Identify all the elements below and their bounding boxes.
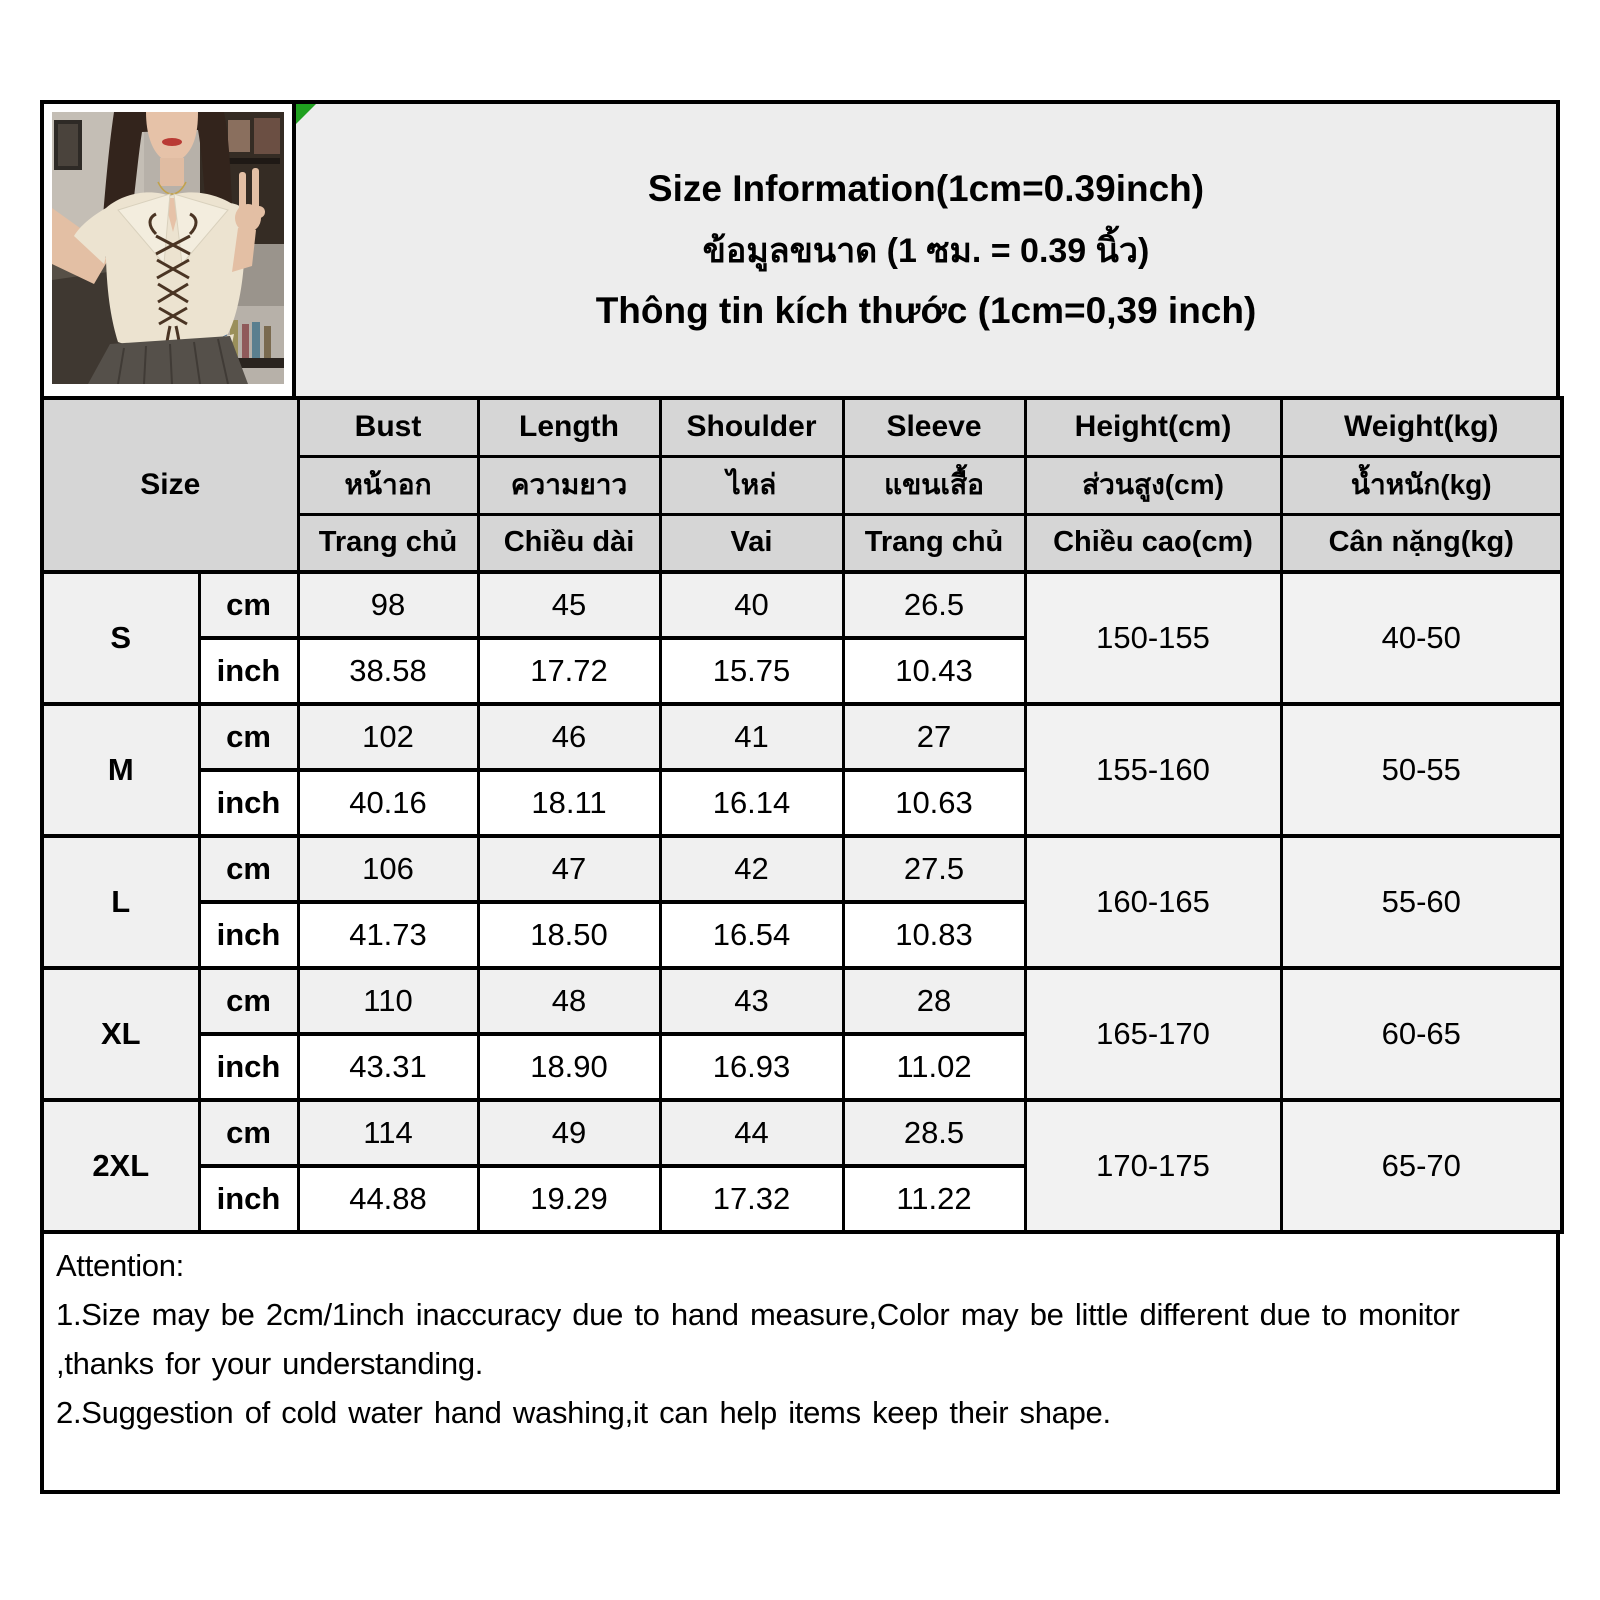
cell-height-range: 150-155 <box>1025 572 1281 704</box>
unit-label-cm: cm <box>199 836 298 902</box>
unit-label-inch: inch <box>199 1034 298 1100</box>
cell-weight-range: 60-65 <box>1281 968 1562 1100</box>
col-height-vi: Chiều cao(cm) <box>1025 514 1281 572</box>
col-height-th: ส่วนสูง(cm) <box>1025 456 1281 514</box>
table-row-cm <box>42 572 1562 638</box>
cell-cm-value: 45 <box>478 572 660 638</box>
size-label: L <box>42 836 199 968</box>
cell-cm-value: 46 <box>478 704 660 770</box>
cell-height-range: 155-160 <box>1025 704 1281 836</box>
cell-inch-value: 40.16 <box>298 770 478 836</box>
cell-inch-value: 11.02 <box>843 1034 1025 1100</box>
col-height-en: Height(cm) <box>1025 398 1281 456</box>
attention-line-2: ,thanks for your understanding. <box>56 1345 484 1381</box>
cell-weight-range: 55-60 <box>1281 836 1562 968</box>
unit-label-cm: cm <box>199 1100 298 1166</box>
cell-cm-value: 28.5 <box>843 1100 1025 1166</box>
cell-weight-range: 65-70 <box>1281 1100 1562 1232</box>
col-shoulder-th: ไหล่ <box>660 456 843 514</box>
unit-label-inch: inch <box>199 1166 298 1232</box>
cell-inch-value: 16.93 <box>660 1034 843 1100</box>
cell-inch-value: 10.83 <box>843 902 1025 968</box>
attention-line-1: 1.Size may be 2cm/1inch inaccuracy due to hand measure,Color may be little different due to monitor <box>56 1296 1460 1332</box>
col-length-en: Length <box>478 398 660 456</box>
cell-cm-value: 47 <box>478 836 660 902</box>
size-table-header <box>42 398 1562 572</box>
cell-cm-value: 27 <box>843 704 1025 770</box>
cell-inch-value: 43.31 <box>298 1034 478 1100</box>
cell-weight-range: 50-55 <box>1281 704 1562 836</box>
cell-height-range: 170-175 <box>1025 1100 1281 1232</box>
cell-inch-value: 19.29 <box>478 1166 660 1232</box>
table-row-cm <box>42 836 1562 902</box>
col-weight-en: Weight(kg) <box>1281 398 1562 456</box>
cell-inch-value: 15.75 <box>660 638 843 704</box>
cell-cm-value: 28 <box>843 968 1025 1034</box>
cell-inch-value: 17.72 <box>478 638 660 704</box>
cell-inch-value: 18.11 <box>478 770 660 836</box>
cell-inch-value: 18.50 <box>478 902 660 968</box>
col-weight-th: น้ำหนัก(kg) <box>1281 456 1562 514</box>
cell-inch-value: 41.73 <box>298 902 478 968</box>
cell-height-range: 165-170 <box>1025 968 1281 1100</box>
table-row-cm <box>42 1100 1562 1166</box>
cell-cm-value: 106 <box>298 836 478 902</box>
green-corner-marker <box>296 104 316 124</box>
product-photo-frame <box>40 100 296 396</box>
cell-inch-value: 16.54 <box>660 902 843 968</box>
unit-label-cm: cm <box>199 968 298 1034</box>
col-weight-vi: Cân nặng(kg) <box>1281 514 1562 572</box>
cell-inch-value: 10.63 <box>843 770 1025 836</box>
col-shoulder-vi: Vai <box>660 514 843 572</box>
cell-height-range: 160-165 <box>1025 836 1281 968</box>
cell-inch-value: 17.32 <box>660 1166 843 1232</box>
attention-line-3: 2.Suggestion of cold water hand washing,it can help items keep their shape. <box>56 1394 1111 1430</box>
size-table <box>40 396 1564 1234</box>
size-label: M <box>42 704 199 836</box>
unit-label-cm: cm <box>199 572 298 638</box>
cell-inch-value: 11.22 <box>843 1166 1025 1232</box>
unit-label-inch: inch <box>199 770 298 836</box>
col-bust-vi: Trang chủ <box>298 514 478 572</box>
col-shoulder-en: Shoulder <box>660 398 843 456</box>
cell-cm-value: 27.5 <box>843 836 1025 902</box>
cell-cm-value: 48 <box>478 968 660 1034</box>
col-sleeve-en: Sleeve <box>843 398 1025 456</box>
size-table-body <box>42 572 1562 1232</box>
cell-inch-value: 16.14 <box>660 770 843 836</box>
col-length-th: ความยาว <box>478 456 660 514</box>
cell-cm-value: 110 <box>298 968 478 1034</box>
col-bust-th: หน้าอก <box>298 456 478 514</box>
unit-label-inch: inch <box>199 902 298 968</box>
col-length-vi: Chiều dài <box>478 514 660 572</box>
cell-inch-value: 44.88 <box>298 1166 478 1232</box>
size-header: Size <box>42 398 298 572</box>
title-box <box>296 100 1560 396</box>
title-english: Size Information(1cm=0.39inch) <box>647 168 1205 209</box>
content-frame <box>40 100 1560 1494</box>
col-sleeve-vi: Trang chủ <box>843 514 1025 572</box>
size-label: XL <box>42 968 199 1100</box>
unit-label-inch: inch <box>199 638 298 704</box>
table-row-cm <box>42 704 1562 770</box>
product-photo <box>52 112 284 384</box>
cell-inch-value: 38.58 <box>298 638 478 704</box>
col-sleeve-th: แขนเสื้อ <box>843 456 1025 514</box>
title-thai: ข้อมูลขนาด (1 ซม. = 0.39 นิ้ว) <box>702 232 1150 270</box>
size-label: 2XL <box>42 1100 199 1232</box>
cell-weight-range: 40-50 <box>1281 572 1562 704</box>
unit-label-cm: cm <box>199 704 298 770</box>
cell-inch-value: 10.43 <box>843 638 1025 704</box>
cell-cm-value: 98 <box>298 572 478 638</box>
size-label: S <box>42 572 199 704</box>
cell-cm-value: 49 <box>478 1100 660 1166</box>
attention-heading: Attention: <box>56 1248 184 1283</box>
cell-cm-value: 40 <box>660 572 843 638</box>
cell-cm-value: 41 <box>660 704 843 770</box>
table-row-cm <box>42 968 1562 1034</box>
title-vietnamese: Thông tin kích thước (1cm=0,39 inch) <box>595 290 1257 331</box>
col-bust-en: Bust <box>298 398 478 456</box>
cell-cm-value: 42 <box>660 836 843 902</box>
top-row <box>40 100 1560 396</box>
cell-cm-value: 114 <box>298 1100 478 1166</box>
cell-cm-value: 102 <box>298 704 478 770</box>
cell-cm-value: 44 <box>660 1100 843 1166</box>
cell-cm-value: 43 <box>660 968 843 1034</box>
cell-cm-value: 26.5 <box>843 572 1025 638</box>
cell-inch-value: 18.90 <box>478 1034 660 1100</box>
attention-box <box>40 1234 1560 1494</box>
